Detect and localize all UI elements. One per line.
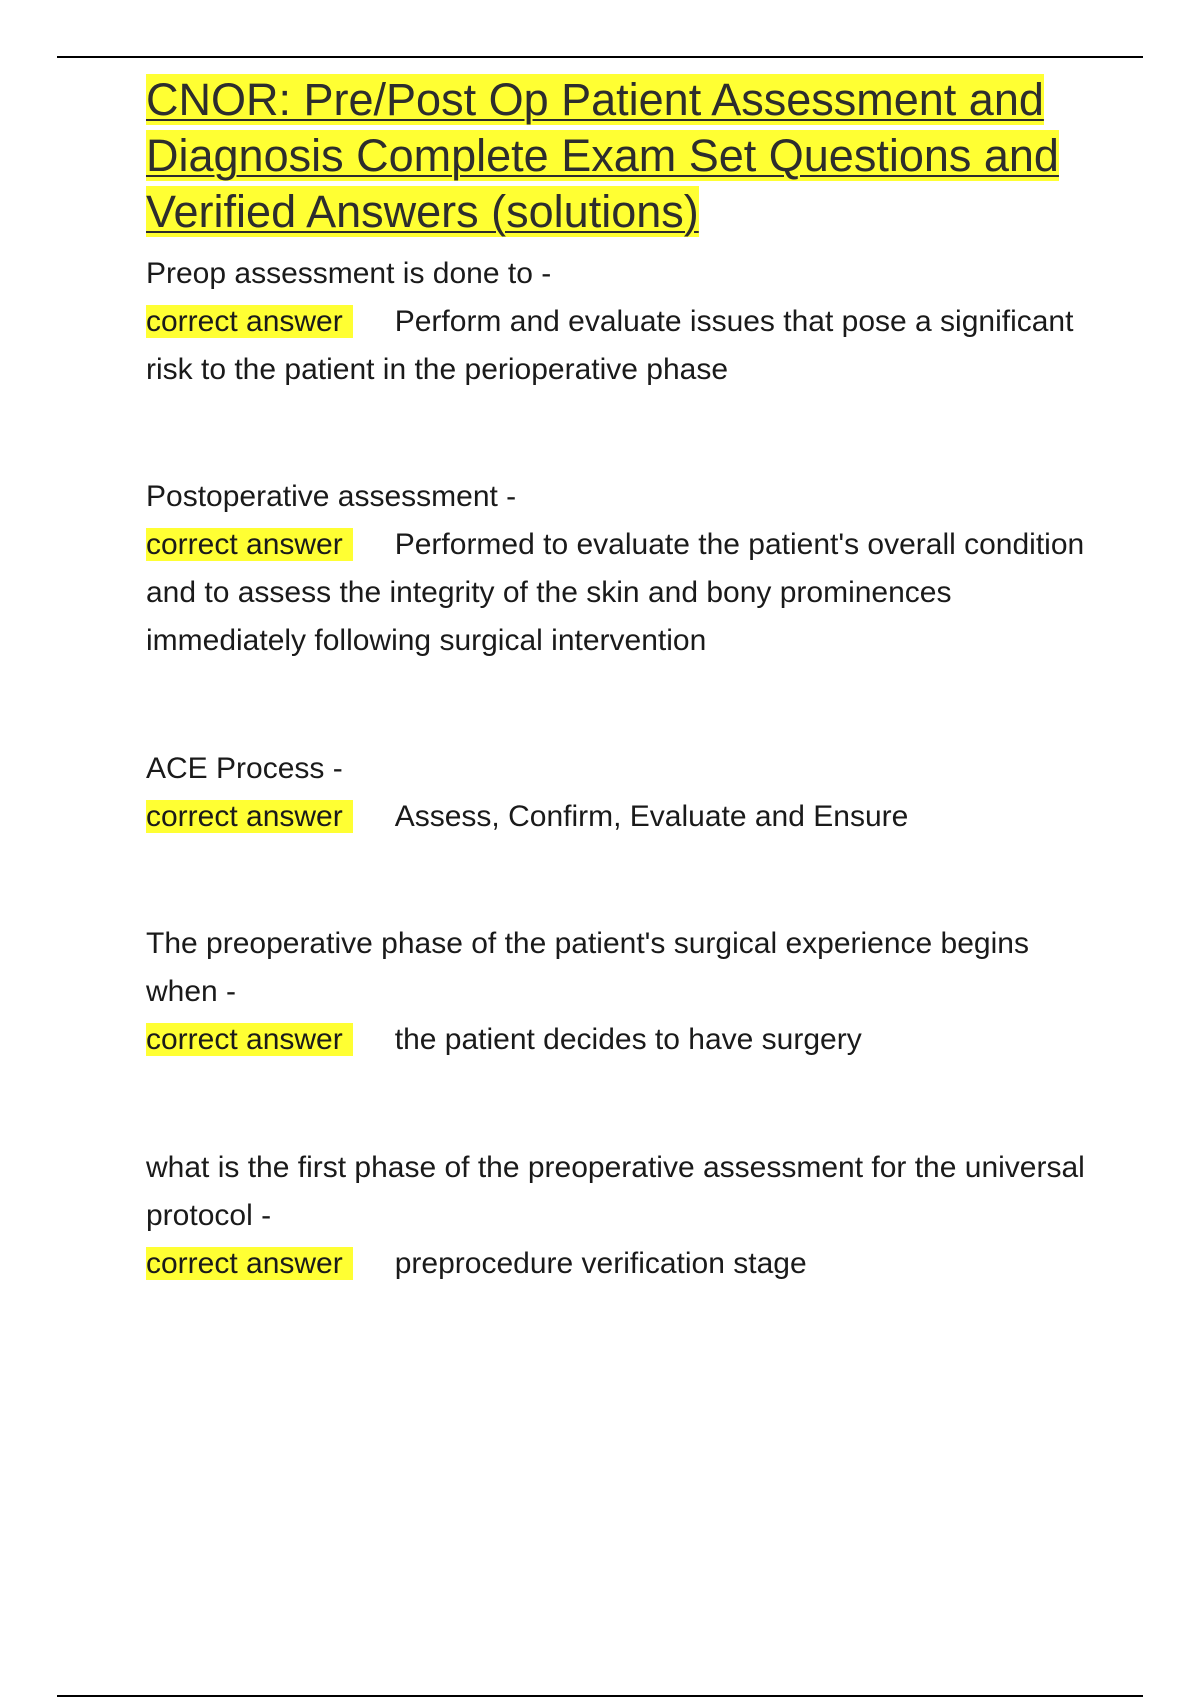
- document-body: [146, 72, 1086, 1288]
- question-text: The preoperative phase of the patient's surgical experience begins when -: [146, 927, 1029, 1008]
- document-title: CNOR: Pre/Post Op Patient Assessment and Diagnosis Complete Exam Set Questions and Verified Answers (solutions): [146, 74, 1059, 237]
- qa-item: [146, 920, 1086, 1064]
- answer-text: Perform and evaluate issues that pose a significant risk to the patient in the perioperative phase: [146, 305, 1074, 386]
- answer-line: [146, 1240, 1086, 1288]
- qa-item: [146, 745, 1086, 841]
- question-text: Postoperative assessment -: [146, 480, 517, 513]
- correct-answer-label: correct answer: [146, 305, 353, 338]
- question-text: ACE Process -: [146, 752, 343, 785]
- correct-answer-label: correct answer: [146, 1247, 353, 1280]
- correct-answer-label: correct answer: [146, 1023, 353, 1056]
- question-text: Preop assessment is done to -: [146, 257, 552, 290]
- answer-line: [146, 298, 1086, 394]
- answer-text: the patient decides to have surgery: [394, 1023, 862, 1056]
- correct-answer-label: correct answer: [146, 528, 353, 561]
- qa-item: [146, 1144, 1086, 1288]
- qa-item: [146, 473, 1086, 665]
- correct-answer-label: correct answer: [146, 800, 353, 833]
- answer-text: preprocedure verification stage: [394, 1247, 807, 1280]
- answer-line: [146, 1016, 1086, 1064]
- qa-item: [146, 250, 1086, 394]
- question-text: what is the first phase of the preoperative assessment for the universal protocol -: [146, 1151, 1085, 1232]
- bottom-rule: [57, 1695, 1143, 1697]
- top-rule: [57, 56, 1143, 58]
- answer-line: [146, 521, 1086, 665]
- answer-text: Assess, Confirm, Evaluate and Ensure: [394, 800, 909, 833]
- answer-text: Performed to evaluate the patient's overall condition and to assess the integrity of the skin and bony prominences immediately following surgical intervention: [146, 528, 1085, 657]
- answer-line: [146, 793, 1086, 841]
